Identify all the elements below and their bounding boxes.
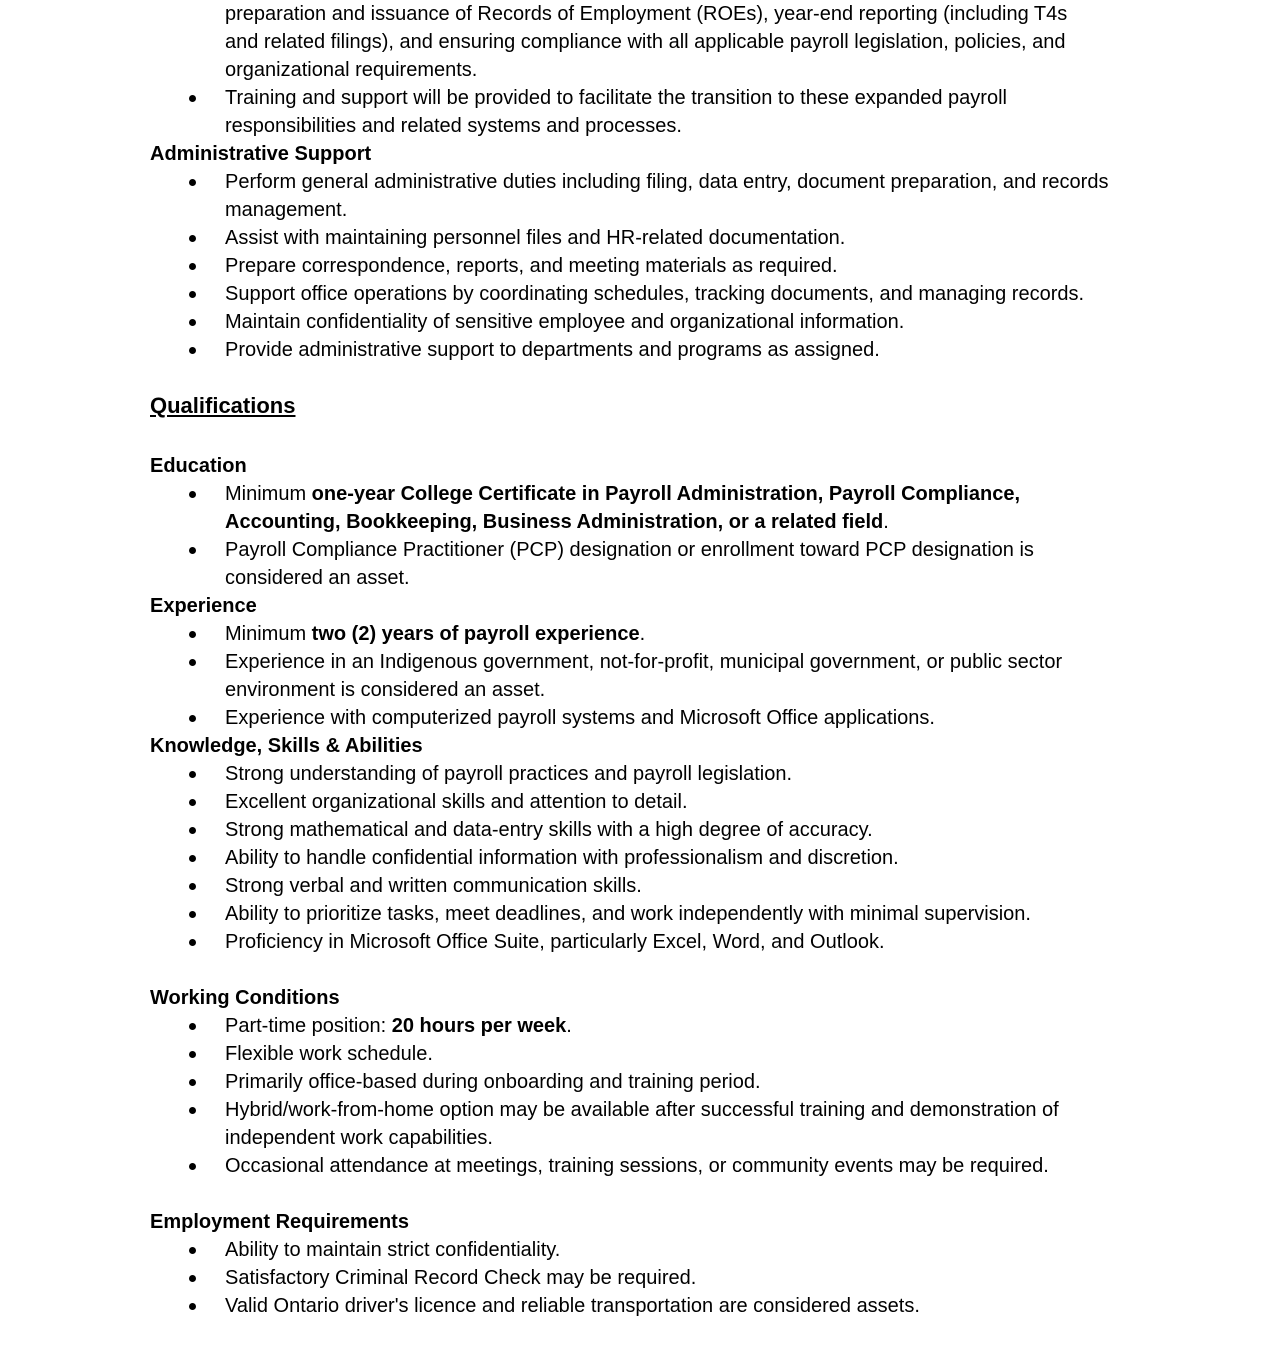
list-item: Hybrid/work-from-home option may be available after successful training and demonstration of independent work capabilities.: [150, 1096, 1130, 1152]
item-bold: two (2) years of payroll experience: [311, 623, 640, 645]
list-item: Occasional attendance at meetings, training sessions, or community events may be required.: [150, 1152, 1130, 1180]
administrative-support-list: [150, 168, 1130, 364]
list-item: Flexible work schedule.: [150, 1040, 1130, 1068]
list-item: [150, 480, 1130, 536]
list-item: Primarily office-based during onboarding and training period.: [150, 1068, 1130, 1096]
list-item: Ability to prioritize tasks, meet deadlines, and work independently with minimal supervision.: [150, 900, 1130, 928]
continuation-line-1: preparation and issuance of Records of Employment (ROEs), year-end reporting (including T4s: [225, 3, 1068, 25]
list-item: Prepare correspondence, reports, and meeting materials as required.: [150, 252, 1130, 280]
document-page: [150, 0, 1130, 1320]
item-suffix: .: [639, 623, 646, 645]
continuation-line-3: organizational requirements.: [225, 59, 478, 81]
list-item: Perform general administrative duties including filing, data entry, document preparation, and records management.: [150, 168, 1130, 224]
list-item: Valid Ontario driver's licence and reliable transportation are considered assets.: [150, 1292, 1130, 1320]
list-item: Strong mathematical and data-entry skills with a high degree of accuracy.: [150, 816, 1130, 844]
heading-knowledge-skills-abilities: Knowledge, Skills & Abilities: [150, 735, 423, 757]
item-prefix: Part-time position:: [225, 1015, 392, 1037]
item-bold: one-year College Certificate in Payroll Administration, Payroll Compliance, Accounting, Bookkeeping, Business Administration, or a related field: [225, 483, 1021, 533]
working-conditions-list: [150, 1012, 1130, 1180]
list-item: [150, 620, 1130, 648]
ksa-list: [150, 760, 1130, 956]
continuation-line-2: and related filings), and ensuring compliance with all applicable payroll legislation, policies, and: [225, 31, 1066, 53]
intro-list: [150, 0, 1130, 140]
employment-requirements-list: [150, 1236, 1130, 1320]
experience-list: [150, 620, 1130, 732]
list-item: Maintain confidentiality of sensitive employee and organizational information.: [150, 308, 1130, 336]
item-prefix: Minimum: [225, 483, 312, 505]
item-bold: 20 hours per week: [391, 1015, 567, 1037]
item-suffix: .: [566, 1015, 572, 1037]
list-item: Experience with computerized payroll systems and Microsoft Office applications.: [150, 704, 1130, 732]
heading-working-conditions: Working Conditions: [150, 987, 340, 1009]
list-item: Support office operations by coordinating schedules, tracking documents, and managing records.: [150, 280, 1130, 308]
list-item: Strong verbal and written communication skills.: [150, 872, 1130, 900]
heading-employment-requirements: Employment Requirements: [150, 1211, 409, 1233]
list-item: Assist with maintaining personnel files and HR-related documentation.: [150, 224, 1130, 252]
section-title-qualifications: Qualifications: [150, 393, 296, 418]
list-item-training: Training and support will be provided to facilitate the transition to these expanded payroll responsibilities and related systems and processes.: [150, 84, 1130, 140]
list-item: Proficiency in Microsoft Office Suite, particularly Excel, Word, and Outlook.: [150, 928, 1130, 956]
heading-education: Education: [150, 455, 247, 477]
list-item: [150, 1012, 1130, 1040]
list-item: Satisfactory Criminal Record Check may be required.: [150, 1264, 1130, 1292]
list-item: Experience in an Indigenous government, not-for-profit, municipal government, or public sector environment is considered an asset.: [150, 648, 1130, 704]
list-item: Payroll Compliance Practitioner (PCP) designation or enrollment toward PCP designation is considered an asset.: [150, 536, 1130, 592]
list-item: Strong understanding of payroll practices and payroll legislation.: [150, 760, 1130, 788]
heading-experience: Experience: [150, 595, 257, 617]
heading-administrative-support: Administrative Support: [150, 143, 372, 165]
list-item: Ability to maintain strict confidentiality.: [150, 1236, 1130, 1264]
list-item: Ability to handle confidential information with professionalism and discretion.: [150, 844, 1130, 872]
item-prefix: Minimum: [225, 623, 312, 645]
list-item: Provide administrative support to departments and programs as assigned.: [150, 336, 1130, 364]
list-item: Excellent organizational skills and attention to detail.: [150, 788, 1130, 816]
list-item-continuation: [150, 0, 1130, 84]
education-list: [150, 480, 1130, 592]
item-suffix: .: [883, 511, 889, 533]
